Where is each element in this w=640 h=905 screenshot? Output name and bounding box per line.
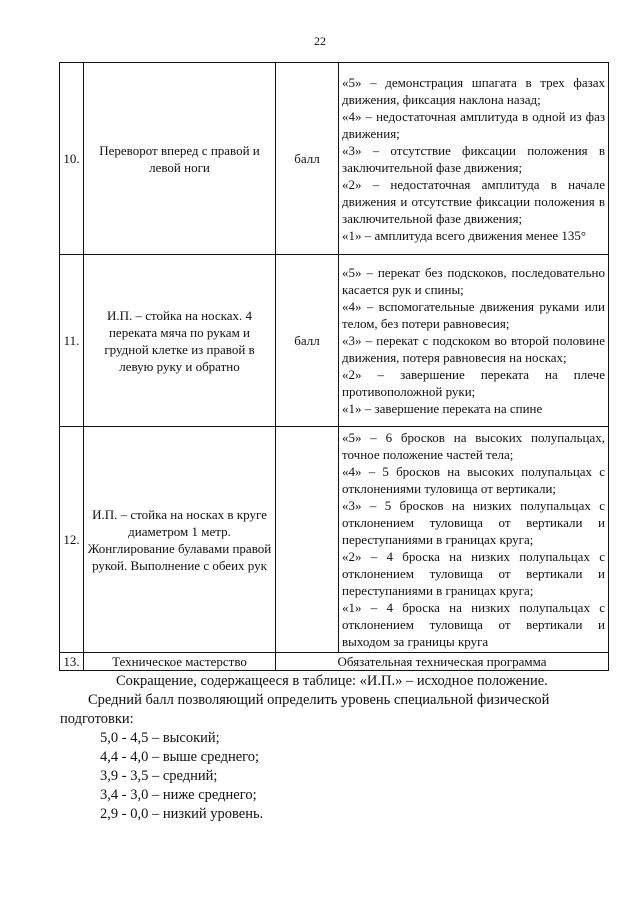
unit-cell: балл — [276, 255, 339, 427]
criteria-item: «1» – завершение переката на спине — [342, 401, 543, 416]
norms-table — [59, 62, 609, 671]
table-row — [60, 427, 609, 653]
scale-item: 4,4 - 4,0 – выше среднего; — [100, 749, 260, 765]
criteria-cell — [339, 427, 609, 653]
table-row — [60, 255, 609, 427]
score-scale — [100, 729, 610, 824]
criteria-item: «4» – недостаточная амплитуда в одной из фаз движения; — [342, 108, 605, 141]
criteria-item: «3» – отсутствие фиксации положения в заключительной фазе движения; — [342, 142, 605, 175]
criteria-cell — [339, 255, 609, 427]
criteria-item: «5» – демонстрация шпагата в трех фазах движения, фиксация наклона назад; — [342, 74, 605, 107]
criteria-item: «2» – завершение переката на плече противоположной руки; — [342, 367, 605, 399]
program-cell: Обязательная техническая программа — [276, 653, 609, 671]
row-number: 10. — [60, 63, 84, 255]
notes-section — [60, 672, 610, 824]
average-score-intro: Средний балл позволяющий определить уровень специальной физической подготовки: — [60, 692, 550, 727]
criteria-item: «1» – 4 броска на низких полупальцах с отклонением туловища от вертикали и выходом за границы круга — [342, 600, 605, 649]
criteria-item: «1» – амплитуда всего движения менее 135° — [342, 227, 587, 243]
row-number: 11. — [60, 255, 84, 427]
test-name: И.П. – стойка на носках в круге диаметром 1 метр. Жонглирование булавами правой рукой. Выполнение с обеих рук — [84, 427, 276, 653]
unit-cell — [276, 427, 339, 653]
test-name: И.П. – стойка на носках. 4 переката мяча по рукам и грудной клетке из правой в левую руку и обратно — [84, 255, 276, 427]
abbreviation-note: Сокращение, содержащееся в таблице: «И.П.» – исходное положение. — [116, 673, 548, 689]
table-row — [60, 63, 609, 255]
criteria-item: «3» – перекат с подскоком во второй половине движения, потеря равновесия на носках; — [342, 333, 605, 365]
test-name: Техническое мастерство — [84, 653, 276, 671]
scale-item: 3,4 - 3,0 – ниже среднего; — [100, 787, 257, 803]
page-number: 22 — [314, 34, 326, 48]
criteria-item: «2» – недостаточная амплитуда в начале движения и отсутствие фиксации положения в заключительной фазе движения; — [342, 176, 605, 226]
table-row — [60, 653, 609, 671]
unit-cell: балл — [276, 63, 339, 255]
row-number: 13. — [60, 653, 84, 671]
criteria-cell — [339, 63, 609, 255]
test-name: Переворот вперед с правой и левой ноги — [84, 63, 276, 255]
criteria-item: «2» – 4 броска на низких полупальцах с отклонением туловища от вертикали и переступаниями в границах круга; — [342, 549, 605, 598]
row-number: 12. — [60, 427, 84, 653]
criteria-item: «4» – 5 бросков на высоких полупальцах с отклонениями туловища от вертикали; — [342, 464, 605, 496]
criteria-item: «5» – перекат без подскоков, последовательно касается рук и спины; — [342, 265, 605, 297]
criteria-item: «5» – 6 бросков на высоких полупальцах, точное положение частей тела; — [342, 430, 605, 462]
criteria-item: «4» – вспомогательные движения руками или телом, без потери равновесия; — [342, 299, 605, 331]
scale-item: 2,9 - 0,0 – низкий уровень. — [100, 806, 264, 822]
scale-item: 5,0 - 4,5 – высокий; — [100, 730, 220, 746]
scale-item: 3,9 - 3,5 – средний; — [100, 768, 218, 784]
criteria-item: «3» – 5 бросков на низких полупальцах с отклонением туловища от вертикали и переступаниями в границах круга; — [342, 498, 605, 547]
